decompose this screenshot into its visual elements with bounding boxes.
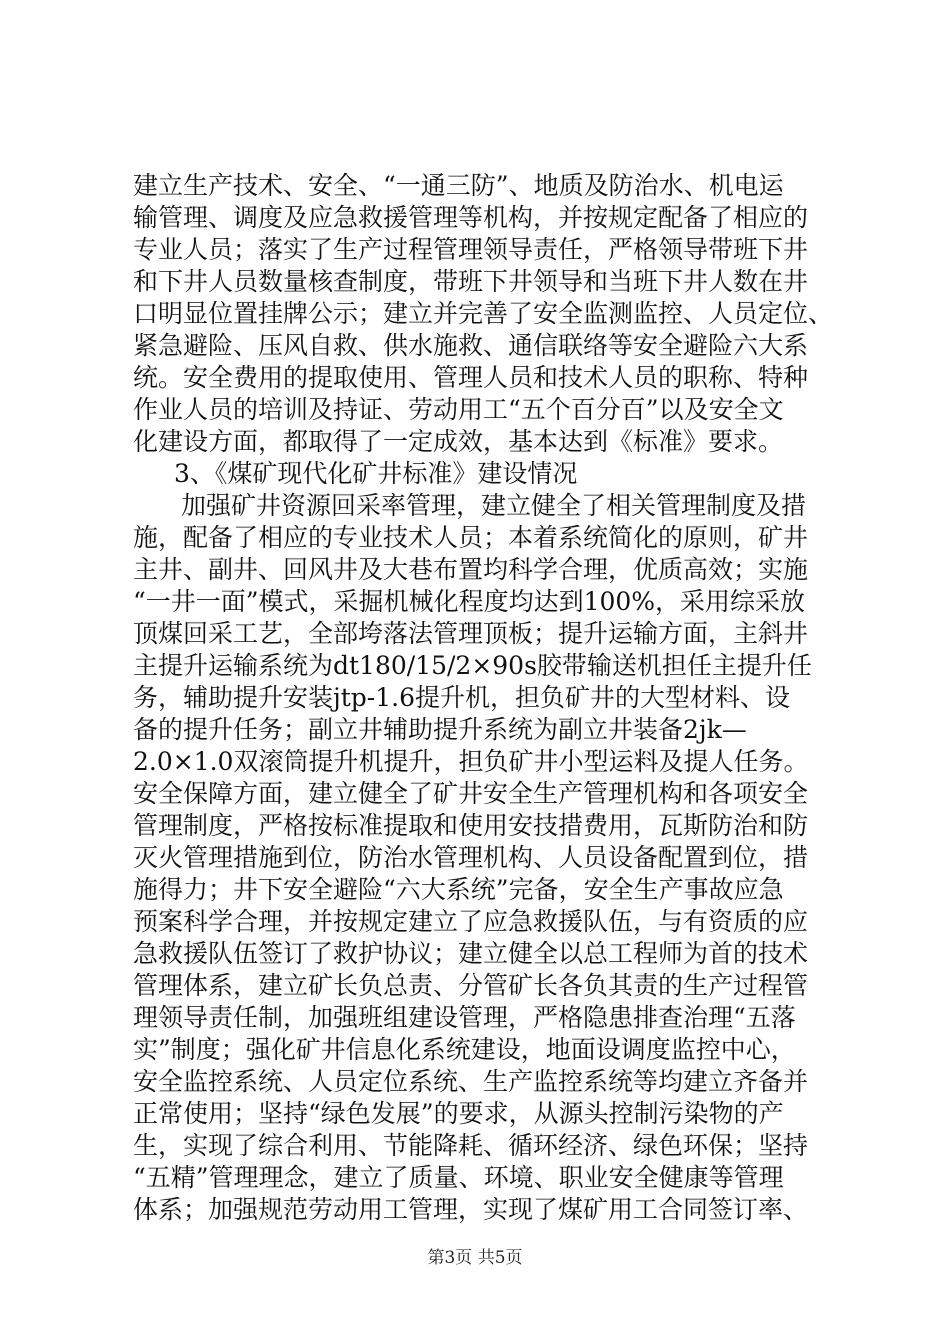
text-line: 安全保障方面，建立健全了矿井安全生产管理机构和各项安全 (133, 779, 809, 808)
text-line: 输管理、调度及应急救援管理等机构，并按规定配备了相应的 (133, 203, 809, 232)
text-line: 建立生产技术、安全、“一通三防”、地质及防治水、机电运 (133, 171, 784, 200)
text-line: 主提升运输系统为dt180/15/2×90s胶带输送机担任主提升任 (133, 651, 812, 680)
text-line: 紧急避险、压风自救、供水施救、通信联络等安全避险六大系 (133, 331, 809, 360)
text-line: 实”制度；强化矿井信息化系统建设，地面设调度监控中心， (133, 1035, 796, 1064)
text-line: 体系；加强规范劳动用工管理，实现了煤矿用工合同签订率、 (133, 1195, 809, 1224)
text-line: 2.0×1.0双滚筒提升机提升，担负矿井小型运料及提人任务。 (133, 747, 809, 776)
text-line: 口明显位置挂牌公示；建立并完善了安全监测监控、人员定位、 (133, 299, 834, 328)
text-line: 理领导责任制，加强班组建设管理，严格隐患排查治理“五落 (133, 1003, 796, 1032)
text-line: 务，辅助提升安装jtp-1.6提升机，担负矿井的大型材料、设 (133, 683, 791, 712)
page-number-footer: 第3页 共5页 (427, 1248, 523, 1268)
text-line: 管理制度，严格按标准提取和使用安技措费用，瓦斯防治和防 (133, 811, 809, 840)
text-line: 预案科学合理，并按规定建立了应急救援队伍，与有资质的应 (133, 907, 809, 936)
text-line: 施得力；井下安全避险“六大系统”完备，安全生产事故应急 (133, 875, 784, 904)
text-line: 施，配备了相应的专业技术人员；本着系统简化的原则，矿井 (133, 523, 809, 552)
text-line: 急救援队伍签订了救护协议；建立健全以总工程师为首的技术 (133, 939, 809, 968)
text-line: 灭火管理措施到位，防治水管理机构、人员设备配置到位，措 (133, 843, 809, 872)
document-body (133, 170, 834, 1226)
text-line: 主井、副井、回风井及大巷布置均科学合理，优质高效；实施 (133, 555, 809, 584)
text-line: 化建设方面，都取得了一定成效，基本达到《标准》要求。 (133, 427, 784, 456)
text-line: 安全监控系统、人员定位系统、生产监控系统等均建立齐备并 (133, 1067, 809, 1096)
text-line: 生，实现了综合利用、节能降耗、循环经济、绿色环保；坚持 (133, 1131, 809, 1160)
text-line: 备的提升任务；副立井辅助提升系统为副立井装备2jk— (133, 715, 747, 744)
text-line: “五精”管理理念，建立了质量、环境、职业安全健康等管理 (133, 1163, 784, 1192)
text-line: 顶煤回采工艺，全部垮落法管理顶板；提升运输方面，主斜井 (133, 619, 809, 648)
text-line: 专业人员；落实了生产过程管理领导责任，严格领导带班下井 (133, 235, 809, 264)
section-heading: 3、《煤矿现代化矿井标准》建设情况 (174, 459, 578, 488)
text-line: 管理体系，建立矿长负总责、分管矿长各负其责的生产过程管 (133, 971, 809, 1000)
text-line: 和下井人员数量核查制度，带班下井领导和当班下井人数在井 (133, 267, 809, 296)
text-line: 统。安全费用的提取使用、管理人员和技术人员的职称、特种 (133, 363, 809, 392)
text-line: 加强矿井资源回采率管理，建立健全了相关管理制度及措 (181, 491, 807, 520)
text-line: 作业人员的培训及持证、劳动用工“五个百分百”以及安全文 (133, 395, 784, 424)
text-line: 正常使用；坚持“绿色发展”的要求，从源头控制污染物的产 (133, 1099, 784, 1128)
text-line: “一井一面”模式，采掘机械化程度均达到100%，采用综采放 (133, 587, 806, 616)
